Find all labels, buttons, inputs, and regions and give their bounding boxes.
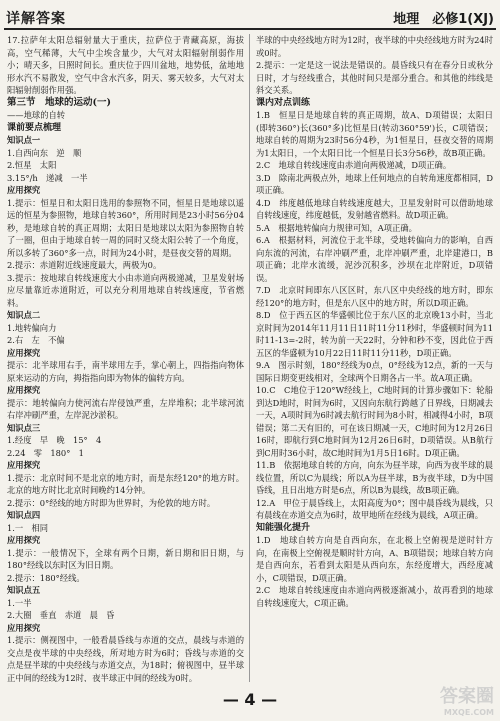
section-heading: 知识点五 xyxy=(7,585,41,595)
answer-paragraph: 提示：地转偏向力使河流右岸侵蚀严重，左岸堆积；北半球河流右岸冲刷严重，左岸泥沙淤积。 xyxy=(7,397,244,420)
column-divider xyxy=(249,34,250,682)
answer-paragraph: 1.D 地球自转方向是自西向东，在北极上空俯视是逆时针方向，在南极上空俯视是顺时针方向，A、B项错误；地球自转方向是自西向东，若看到太阳是从西向东，东经度增大，西经度减小，C项错误，D项正确。 xyxy=(256,535,493,583)
section-heading: 知识点四 xyxy=(7,510,41,520)
answer-paragraph: 半球的中央经线地方时为12时，夜半球的中央经线地方时为24时或0时。 xyxy=(256,35,493,58)
header-rule xyxy=(4,28,496,30)
page-number: — 4 — xyxy=(222,690,278,709)
answer-paragraph: 9.A 图示时刻，180°经线为0点，0°经线为12点，新的一天与国际日期变更线相对，全球两个日期各占一半。故A项正确。 xyxy=(256,360,493,383)
answer-paragraph: 3.提示：按地球自转线速度大小由赤道向两极递减，卫星发射场应尽量靠近赤道附近，可以充分利用地球自转线速度，节省燃料。 xyxy=(7,272,244,308)
answer-paragraph: 8.D 位于西五区的华盛顿比位于东八区的北京晚13小时，当北京时间为2014年11月11日11时11分11秒时，华盛顿时间为11时11-13=-2时，转为前一天22时，分钟和秒不变，因此位于西五区的华盛顿为10月22日11时11分11秒，D项正确。 xyxy=(256,310,493,358)
section-heading: 知能强化提升 xyxy=(256,522,311,533)
answer-paragraph: 1.提示：一般情况下，全球有两个日期，新日期和旧日期，与180°经线以东时区为旧日期。 xyxy=(7,547,244,570)
answer-paragraph: 3.15°/h 递减 一半 xyxy=(7,172,88,183)
section-heading: 应用探究 xyxy=(7,622,41,633)
right-column xyxy=(256,34,493,682)
header-label: 详解答案 xyxy=(6,11,66,27)
section-heading: 应用探究 xyxy=(7,535,41,545)
page-header xyxy=(0,0,500,30)
answer-paragraph: 2.24 零 180° 1 xyxy=(7,447,84,458)
watermark-logo xyxy=(440,682,494,717)
answer-paragraph: 2.C 地球自转线速度由赤道向两极递减，D项正确。 xyxy=(256,160,452,170)
watermark-sub: MXQE.COM xyxy=(443,708,494,717)
answer-paragraph: 17.拉萨年太阳总辐射量大于重庆，拉萨位于青藏高原，海拔高，空气稀薄，大气中尘埃含量少，大气对太阳辐射削弱作用小；晴天多，日照时间长。重庆位于四川盆地，地势低，盆地地形水汽不易散发，空气中含水汽多，阴天、雾天较多，大气对太阳辐射削弱作用强。 xyxy=(7,35,244,95)
answer-paragraph: 2.提示：赤道附近线速度最大，两极为0。 xyxy=(7,260,162,270)
answer-paragraph: 1.一 相同 xyxy=(7,522,49,533)
answer-paragraph: 1.一半 xyxy=(7,597,32,608)
answer-paragraph: 2.恒星 太阳 xyxy=(7,160,57,170)
section-heading: 应用探究 xyxy=(7,185,41,195)
left-column xyxy=(7,34,244,682)
answer-paragraph: 3.D 除南北两极点外，地球上任何地点的自转角速度都相同，D项正确。 xyxy=(256,172,493,195)
answer-paragraph: 11.B 依据地球自转的方向，向东为昼半球，向西为夜半球的晨线位置，所以C为晨线；所以A为昼半球，B为夜半球，D为中国昏线，且日出地方时是6点，所以B为晨线，故B项正确。 xyxy=(256,460,493,495)
watermark-text: 答案圈 xyxy=(440,686,494,707)
section-heading: 应用探究 xyxy=(7,460,41,470)
section-heading: ——地球的自转 xyxy=(7,110,66,120)
answer-paragraph: 2.大圈 垂直 赤道 晨 昏 xyxy=(7,610,115,620)
answer-paragraph: 6.A 根据材料，河流位于北半球，受地转偏向力的影响，自西向东流的河流，右岸冲刷严重，北岸冲刷严重，北岸建港口，B项正确；北岸水流缓，泥沙沉积多，沙坝在北岸附近，D项错误。 xyxy=(256,235,493,283)
section-heading: 知识点三 xyxy=(7,422,41,433)
answer-paragraph: 1.地转偏向力 xyxy=(7,322,57,333)
answer-paragraph: 2.提示：180°经线。 xyxy=(7,572,85,583)
section-heading: 应用探究 xyxy=(7,347,41,358)
section-heading: 知识点一 xyxy=(7,135,41,145)
answer-paragraph: 2.提示：0°经线的地方时即为世界时，为伦敦的地方时。 xyxy=(7,497,216,508)
answer-paragraph: 2.C 地球自转线速度由赤道向两极逐渐减小，故再看到的地球自转线速度大，C项正确。 xyxy=(256,585,493,608)
answer-paragraph: 1.提示：侧视图中，一般看晨昏线与赤道的交点，晨线与赤道的交点是夜半球的中央经线，所对地方时为6时；昏线与赤道的交点是昼半球的中央经线与赤道交点，为18时；俯视图中，昼半球正中间的经线为12时，夜半球正中间的经线为0时。 xyxy=(7,635,244,682)
section-heading: 知识点二 xyxy=(7,310,41,320)
answer-paragraph: 7.D 北京时间即东八区区时，东八区中央经线的地方时，即东经120°的地方时，但是东八区中的地方时，所以D项正确。 xyxy=(256,285,493,308)
answer-paragraph: 2.提示：一定是这一说法是错误的。晨昏线只有在春分日或秋分日时，才与经线重合，其他时间只是部分重合。和其他的纬线是斜交关系。 xyxy=(256,60,493,95)
answer-paragraph: 1.经度 早 晚 15° 4 xyxy=(7,435,102,445)
section-heading: 课前要点梳理 xyxy=(7,122,62,133)
answer-paragraph: 提示：北半球用右手，南半球用左手，掌心朝上，四指指向物体原来运动的方向，拇指指向即为物体的偏转方向。 xyxy=(7,360,244,383)
answer-paragraph: 1.提示：北京时间不是北京的地方时，而是东经120°的地方时。北京的地方时比北京时间晚约14分钟。 xyxy=(7,472,244,495)
answer-paragraph: 5.A 根据地转偏向力规律可知，A项正确。 xyxy=(256,222,417,233)
section-heading: 应用探究 xyxy=(7,385,41,395)
answer-paragraph: 12.A 甲位于晨昏线上，太阳高度为0°；图中晨昏线为晨线，只有晨线在赤道交点为6时，故甲地所在经线为晨线，A项正确。 xyxy=(256,497,493,520)
answer-paragraph: 1.自西向东 逆 顺 xyxy=(7,147,82,158)
answer-paragraph: 1.提示：恒星日和太阳日选用的参照物不同，恒星日是地球以遥远的恒星为参照物，地球自转360°，所用时间是23小时56分04秒，是地球自转的真正周期；太阳日是地球以太阳为参照物自转了一圈，但由于地球自转一周的同时又绕太阳公转了一个角度，所以多转了360°多一点，时间为24小时，是昼夜交替的周期。 xyxy=(7,197,244,258)
answer-paragraph: 2.右 左 不偏 xyxy=(7,335,65,345)
section-heading: 第三节 地球的运动(一) xyxy=(7,96,111,108)
answer-paragraph: 1.B 恒星日是地球自转的真正周期，故A、D项错误；太阳日(即转360°)长(360°多)比恒星日(转动360°59')长，C项错误；地球自转的周期为23时56分4秒，为1恒星日，昼夜交替的周期为1太阳日，一个太阳日比一个恒星日长3分56秒，故B项正确。 xyxy=(256,110,493,158)
section-heading: 课内对点训练 xyxy=(256,97,311,108)
answer-paragraph: 4.D 纬度越低地球自转线速度越大，卫星发射时可以借助地球自转线速度，纬度越低，发射越省燃料。故D项正确。 xyxy=(256,197,493,220)
answer-paragraph: 10.C C地位于120°W经线上，C地时间的计算步骤如下：轮船到达D地时，时间为6时，又因向东航行跨越了日界线，日期减去一天，A项时间为6时减去航行时间为8小时，相减得4小时，B项错误；第二天有旧的，可在该日期减一天，C地时间为12月26日16时，即航行到C地时间为12月26日6时，D项错误。从B航行到C用时36小时，故C地时间为1月5日16时。D项正确。 xyxy=(256,385,493,458)
subject-label: 地理 必修1(XJ) xyxy=(393,12,494,27)
